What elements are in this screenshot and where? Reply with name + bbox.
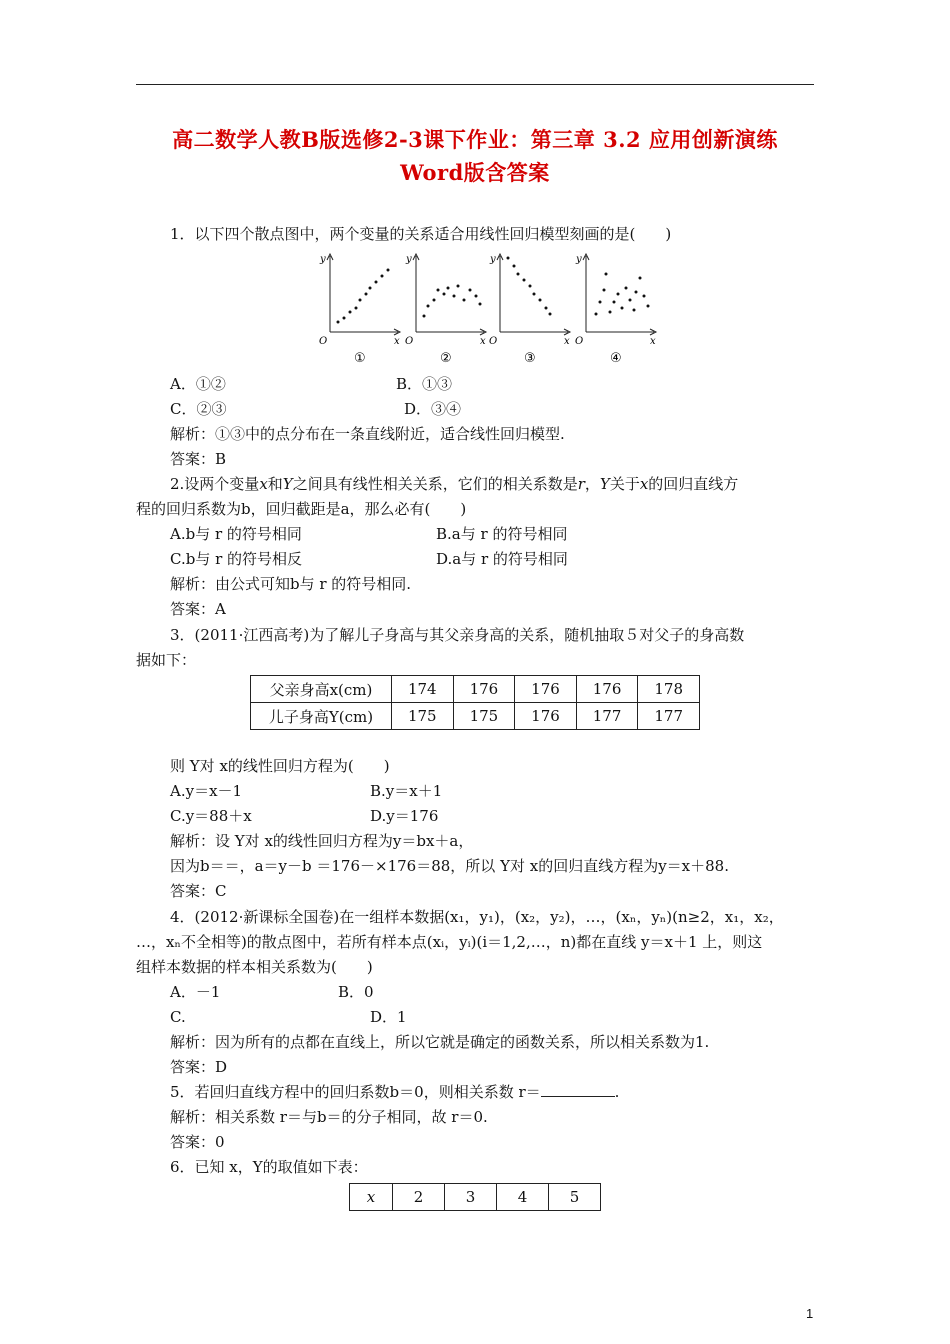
table-cell: 177 bbox=[576, 703, 638, 730]
x-axis-label: x bbox=[650, 336, 656, 347]
scatter-point bbox=[369, 287, 372, 290]
q3-height-table bbox=[250, 675, 700, 730]
table-cell: 174 bbox=[392, 676, 454, 703]
q2-analysis: 解析：由公式可知b与 r 的符号相同. bbox=[170, 575, 412, 593]
scatter-panel-2 bbox=[405, 254, 486, 366]
scatter-point bbox=[479, 303, 482, 306]
x-axis-label: x bbox=[394, 336, 400, 347]
table-cell: 2 bbox=[393, 1184, 445, 1211]
scatter-panel-1 bbox=[319, 254, 400, 366]
table-row bbox=[251, 676, 700, 703]
scatter-point bbox=[603, 289, 606, 292]
q3-analysis-line1: 解析：设 Y对 x的线性回归方程为y＝bx＋a， bbox=[170, 832, 474, 850]
q4-stem-line3: 组样本数据的样本相关系数为( ) bbox=[136, 958, 373, 976]
q1-answer: 答案：B bbox=[170, 450, 227, 468]
scatter-panel-label: ④ bbox=[610, 351, 622, 366]
q2-option-a: A.b与 r 的符号相同 bbox=[170, 525, 302, 543]
scatter-point bbox=[463, 299, 466, 302]
q5-stem: 5．若回归直线方程中的回归系数b＝0，则相关系数 r＝ . bbox=[170, 1083, 620, 1101]
q3-question: 则 Y对 x的线性回归方程为( ) bbox=[170, 757, 390, 775]
origin-label: O bbox=[405, 336, 414, 347]
document-title-line1: 高二数学人教B版选修2-3课下作业：第三章 3.2 应用创新演练 bbox=[172, 127, 778, 152]
scatter-point bbox=[617, 293, 620, 296]
q5-answer-blank bbox=[541, 1082, 615, 1097]
table-cell: 177 bbox=[638, 703, 700, 730]
q1-option-c: C．②③ bbox=[170, 400, 227, 418]
header-rule bbox=[136, 84, 814, 85]
scatter-panel-label: ② bbox=[440, 351, 452, 366]
table-cell: 175 bbox=[453, 703, 515, 730]
x-axis-label: x bbox=[480, 336, 486, 347]
scatter-point bbox=[437, 289, 440, 292]
table-cell: 3 bbox=[445, 1184, 497, 1211]
document-title-line2: Word版含答案 bbox=[400, 160, 550, 185]
scatter-panel-3 bbox=[489, 254, 570, 366]
scatter-point bbox=[523, 279, 526, 282]
q2-option-d: D.a与 r 的符号相同 bbox=[436, 550, 568, 568]
scatter-point bbox=[457, 285, 460, 288]
page-number: 1 bbox=[806, 1306, 814, 1321]
scatter-panel-label: ③ bbox=[524, 351, 536, 366]
q2-stem-line1: 2.设两个变量x和Y之间具有线性相关关系，它们的相关系数是r，Y关于x的回归直线方 bbox=[170, 475, 739, 493]
scatter-point bbox=[387, 269, 390, 272]
scatter-point bbox=[469, 289, 472, 292]
scatter-point bbox=[375, 281, 378, 284]
y-axis-label: y bbox=[320, 254, 326, 265]
scatter-point bbox=[625, 287, 628, 290]
scatter-point bbox=[545, 307, 548, 310]
scatter-point bbox=[475, 295, 478, 298]
origin-label: O bbox=[489, 336, 498, 347]
scatter-point bbox=[443, 293, 446, 296]
q3-option-a: A.y＝x－1 bbox=[170, 782, 243, 800]
scatter-point bbox=[343, 317, 346, 320]
scatter-point bbox=[355, 307, 358, 310]
scatter-point bbox=[549, 313, 552, 316]
scatter-point bbox=[349, 311, 352, 314]
scatter-point bbox=[539, 299, 542, 302]
q1-analysis: 解析：①③中的点分布在一条直线附近，适合线性回归模型. bbox=[170, 425, 565, 443]
scatter-point bbox=[629, 299, 632, 302]
scatter-point bbox=[433, 299, 436, 302]
scatter-point bbox=[605, 273, 608, 276]
table-row bbox=[350, 1184, 601, 1211]
scatter-point bbox=[337, 321, 340, 324]
table-cell: x bbox=[350, 1184, 393, 1211]
y-axis-label: y bbox=[406, 254, 412, 265]
q3-stem-line2: 据如下： bbox=[136, 651, 197, 669]
scatter-point bbox=[513, 265, 516, 268]
q4-option-c: C. bbox=[170, 1008, 186, 1026]
scatter-point bbox=[633, 309, 636, 312]
y-axis-label: y bbox=[576, 254, 582, 265]
q6-stem: 6．已知 x，Y的取值如下表： bbox=[170, 1158, 368, 1176]
q2-stem-line2: 程的回归系数为b，回归截距是a，那么必有( ) bbox=[136, 500, 467, 518]
q3-option-c: C.y＝88＋x bbox=[170, 807, 252, 825]
table-cell: 5 bbox=[549, 1184, 601, 1211]
q1-option-d: D．③④ bbox=[404, 400, 462, 418]
scatter-point bbox=[507, 257, 510, 260]
q1-stem: 1．以下四个散点图中，两个变量的关系适合用线性回归模型刻画的是( ) bbox=[170, 225, 672, 243]
q2-answer: 答案：A bbox=[170, 600, 226, 618]
origin-label: O bbox=[575, 336, 584, 347]
q1-scatter-plots bbox=[318, 250, 668, 370]
scatter-point bbox=[609, 311, 612, 314]
scatter-point bbox=[423, 315, 426, 318]
scatter-point bbox=[647, 305, 650, 308]
x-axis-label: x bbox=[564, 336, 570, 347]
scatter-point bbox=[635, 291, 638, 294]
table-row bbox=[251, 703, 700, 730]
scatter-point bbox=[453, 295, 456, 298]
q3-option-b: B.y＝x＋1 bbox=[370, 782, 443, 800]
origin-label: O bbox=[319, 336, 328, 347]
scatter-point bbox=[427, 305, 430, 308]
table-cell: 178 bbox=[638, 676, 700, 703]
q3-option-d: D.y＝176 bbox=[370, 807, 439, 825]
q5-analysis: 解析：相关系数 r＝与b＝的分子相同，故 r＝0. bbox=[170, 1108, 488, 1126]
scatter-point bbox=[613, 301, 616, 304]
q4-option-a: A．－1 bbox=[170, 983, 221, 1001]
table-cell: 父亲身高x(cm) bbox=[251, 676, 392, 703]
scatter-point bbox=[533, 293, 536, 296]
scatter-point bbox=[529, 285, 532, 288]
q1-option-b: B．①③ bbox=[396, 375, 453, 393]
table-cell: 176 bbox=[576, 676, 638, 703]
table-cell: 175 bbox=[392, 703, 454, 730]
q4-answer: 答案：D bbox=[170, 1058, 228, 1076]
q4-option-d: D．1 bbox=[370, 1008, 407, 1026]
q3-answer: 答案：C bbox=[170, 882, 227, 900]
q4-stem-line2: …，xₙ不全相等)的散点图中，若所有样本点(xᵢ，yᵢ)(i＝1,2,…，n)都在直线 y＝x＋1 上，则这 bbox=[136, 933, 763, 951]
scatter-point bbox=[643, 295, 646, 298]
y-axis-label: y bbox=[490, 254, 496, 265]
scatter-panel-label: ① bbox=[354, 351, 366, 366]
q3-stem-line1: 3．(2011·江西高考)为了解儿子身高与其父亲身高的关系，随机抽取５对父子的身高数 bbox=[170, 626, 745, 644]
scatter-point bbox=[447, 287, 450, 290]
table-cell: 176 bbox=[453, 676, 515, 703]
scatter-point bbox=[381, 275, 384, 278]
table-cell: 176 bbox=[515, 676, 577, 703]
table-cell: 176 bbox=[515, 703, 577, 730]
table-cell: 儿子身高Y(cm) bbox=[251, 703, 392, 730]
scatter-point bbox=[517, 273, 520, 276]
scatter-point bbox=[595, 313, 598, 316]
q4-stem-line1: 4．(2012·新课标全国卷)在一组样本数据(x₁，y₁)，(x₂，y₂)，…，(xₙ，yₙ)(n≥2，x₁，x₂， bbox=[170, 908, 784, 926]
scatter-point bbox=[639, 277, 642, 280]
table-cell: 4 bbox=[497, 1184, 549, 1211]
q6-value-table bbox=[349, 1183, 601, 1211]
q4-analysis: 解析：因为所有的点都在直线上，所以它就是确定的函数关系，所以相关系数为1. bbox=[170, 1033, 710, 1051]
scatter-panel-4 bbox=[575, 254, 656, 366]
scatter-point bbox=[359, 299, 362, 302]
scatter-point bbox=[365, 293, 368, 296]
q3-analysis-line2: 因为b＝＝，a＝y－b ＝176－×176＝88，所以 Y对 x的回归直线方程为y＝x＋88. bbox=[170, 857, 729, 875]
q4-option-b: B．0 bbox=[338, 983, 374, 1001]
q2-option-b: B.a与 r 的符号相同 bbox=[436, 525, 568, 543]
scatter-point bbox=[621, 307, 624, 310]
q5-answer: 答案：0 bbox=[170, 1133, 225, 1151]
q2-option-c: C.b与 r 的符号相反 bbox=[170, 550, 303, 568]
q1-option-a: A．①② bbox=[170, 375, 226, 393]
scatter-point bbox=[599, 301, 602, 304]
